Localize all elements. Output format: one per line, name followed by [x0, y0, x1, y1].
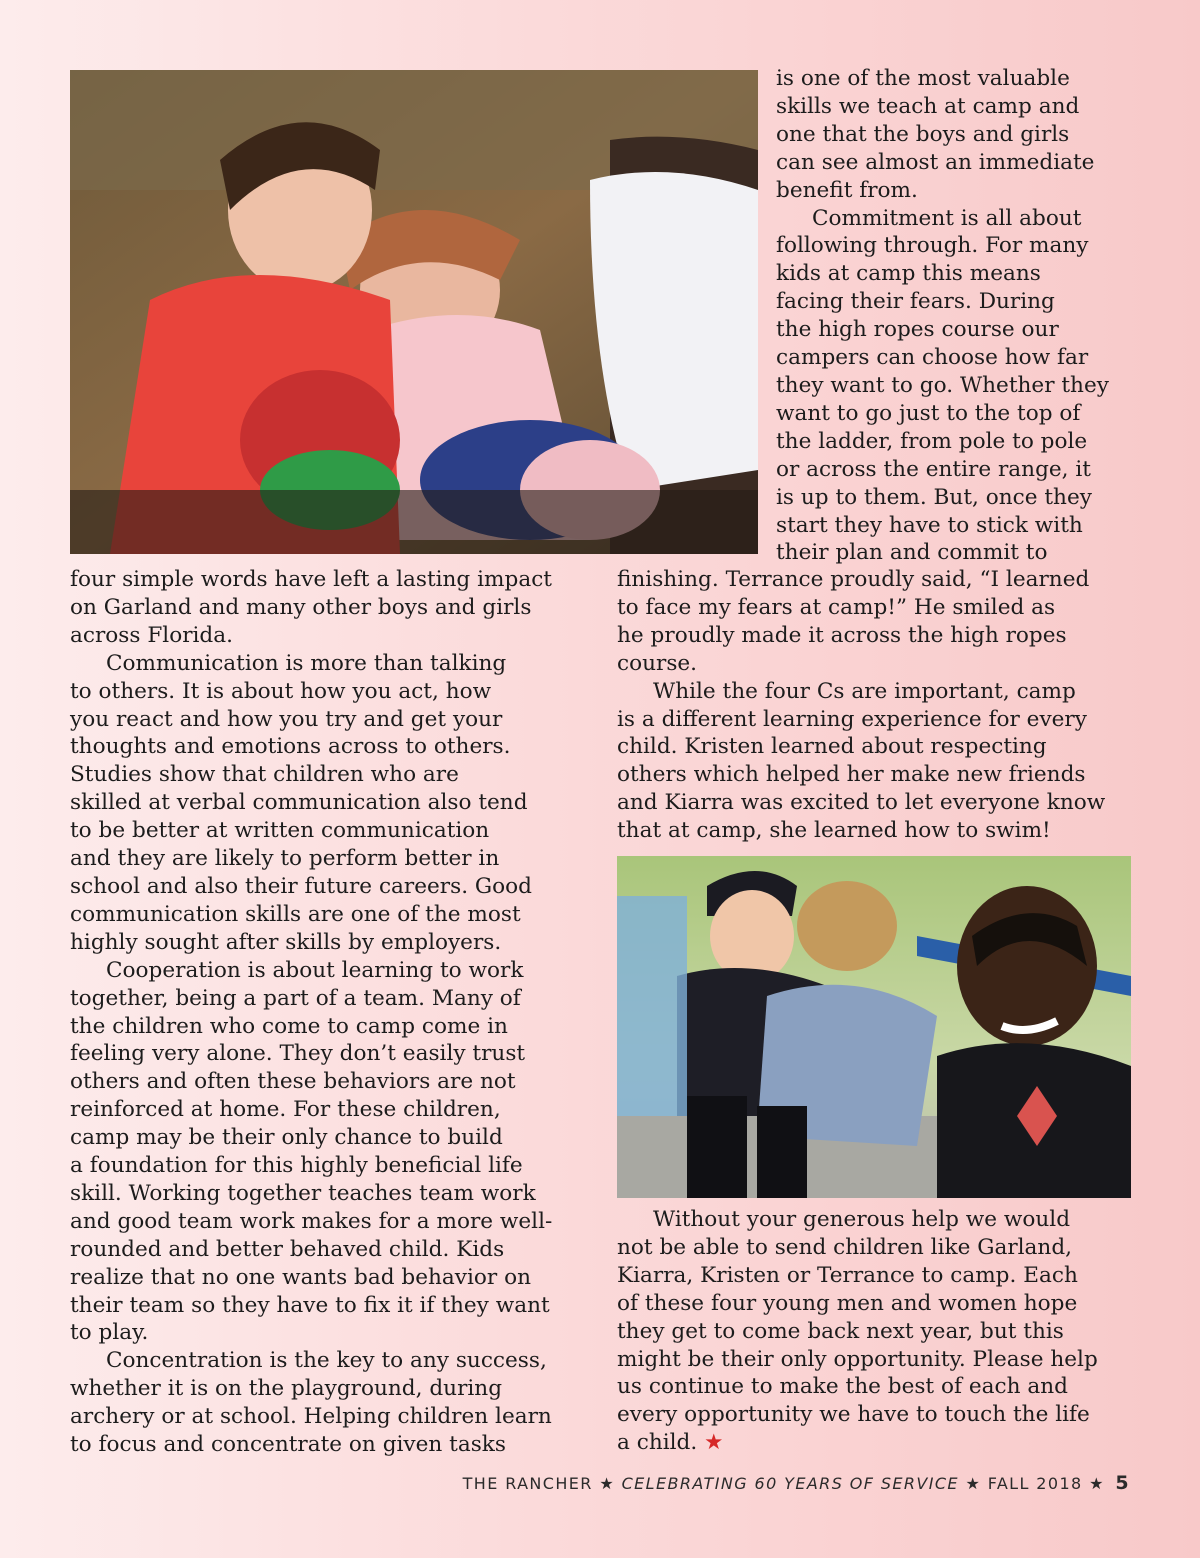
separator-star-icon: ★ — [599, 1474, 616, 1493]
photo-campers-sitting-icon — [70, 70, 758, 554]
publication-name: THE RANCHER — [462, 1474, 593, 1493]
page-footer — [463, 1472, 1130, 1494]
left-column — [70, 566, 552, 1459]
separator-star-icon: ★ — [1089, 1474, 1105, 1493]
photo-boys-smiling-icon — [617, 856, 1131, 1198]
separator-star-icon: ★ — [965, 1474, 982, 1493]
paragraph-concentration-cont: is one of the most valuable skills we teach at camp and one that the boys and girls can see almost an immediate benefit from. — [776, 66, 1095, 203]
photo-campers-sitting — [70, 70, 758, 554]
issue-label: FALL 2018 — [987, 1474, 1083, 1493]
right-column-middle — [617, 566, 1105, 845]
end-star-icon: ★ — [704, 1430, 724, 1456]
paragraph-commitment: Commitment is all about following through. For many kids at camp this means facing their fears. During the high ropes course our campers can choose how far they want to go. Whether they want to go just to the top of the ladder, from pole to pole or across the entire range, it is up to them. But, once they start they have to stick with their plan and commit to — [776, 205, 1109, 566]
tagline: CELEBRATING 60 YEARS OF SERVICE — [621, 1474, 959, 1493]
paragraph-intro-cont: four simple words have left a lasting impact on Garland and many other boys and girls across Florida. — [70, 567, 552, 648]
right-column-bottom — [617, 1206, 1098, 1457]
photo-boys-smiling — [617, 856, 1131, 1198]
right-column-top — [776, 65, 1109, 567]
paragraph-concentration: Concentration is the key to any success, whether it is on the playground, during archery or at school. Helping children learn to focus and concentrate on given tasks — [70, 1348, 552, 1458]
paragraph-closing: Without your generous help we would not be able to send children like Garland, Kiarra, Kristen or Terrance to camp. Each of these four young men and women hope they get to come back next year, but this might be their only opportunity. Please help us continue to make the best of each and every opportunity we have to touch the life a child. ★ — [617, 1207, 1098, 1456]
paragraph-communication: Communication is more than talking to others. It is about how you act, how you react and how you try and get your thoughts and emotions across to others. Studies show that children who are skilled at verbal communication also tend to be better at written communication and they are likely to perform better in school and also their future careers. Good communication skills are one of the most highly sought after skills by employers. — [70, 650, 533, 955]
paragraph-four-cs: While the four Cs are important, camp is a different learning experience for every child. Kristen learned about respecting others which helped her make new friends and Kiarra was excited to let everyone know that at camp, she learned how to swim! — [617, 678, 1106, 844]
page-number: 5 — [1115, 1472, 1130, 1494]
paragraph-cooperation: Cooperation is about learning to work together, being a part of a team. Many of the children who come to camp come in feeling very alone. They don’t easily trust others and often these behaviors are not reinforced at home. For these children, camp may be their only chance to build a foundation for this highly beneficial life skill. Working together teaches team work and good team work makes for a more well- rounded and better behaved child. Kids realize that no one wants bad behavior on their team so they have to fix it if they want to play. — [70, 957, 553, 1346]
paragraph-commitment-cont: finishing. Terrance proudly said, “I learned to face my fears at camp!” He smiled as he proudly made it across the high ropes course. — [617, 567, 1090, 676]
